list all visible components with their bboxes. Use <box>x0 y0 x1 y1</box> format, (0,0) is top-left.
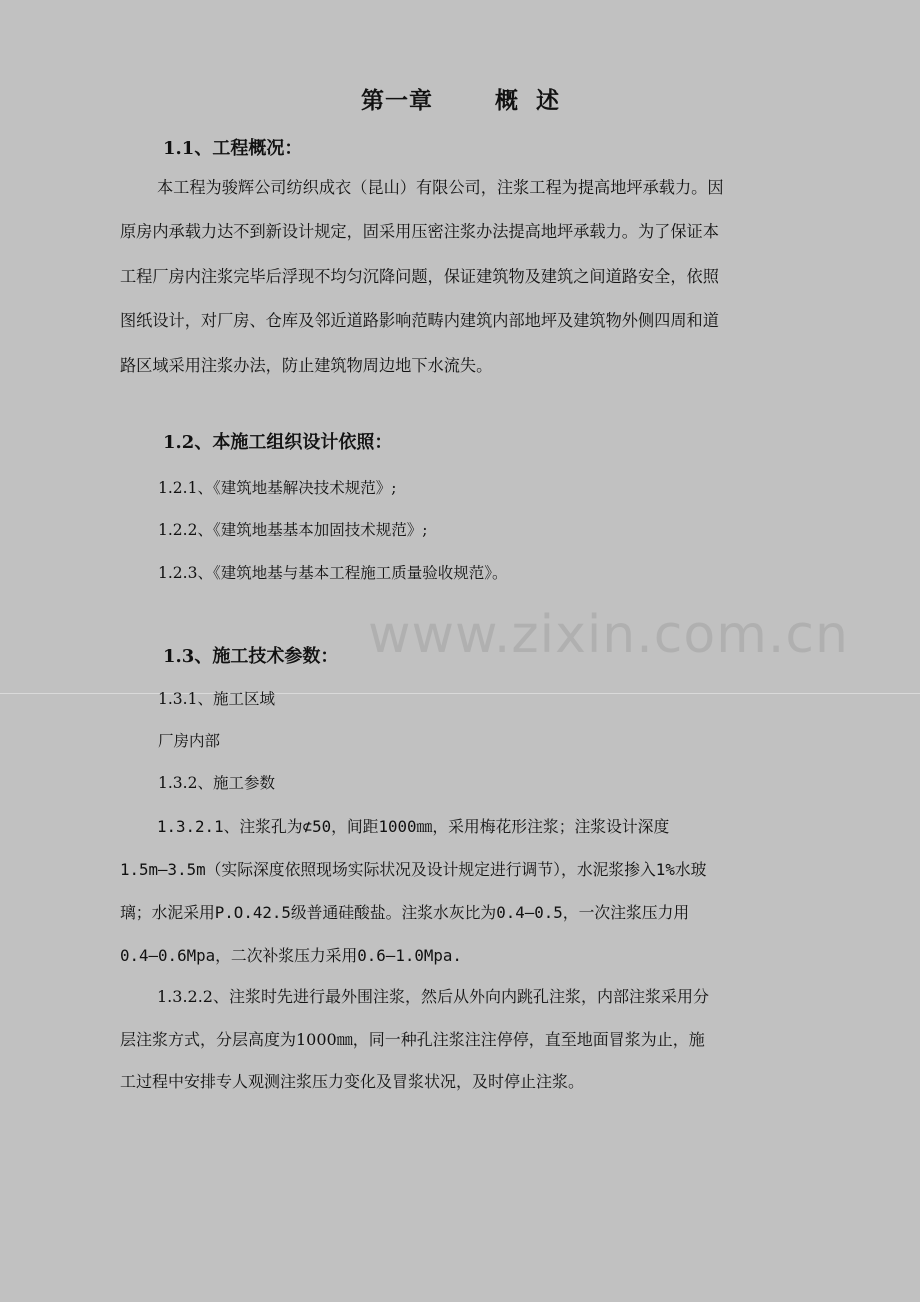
paragraph-line: 本工程为骏辉公司纺织成衣（昆山）有限公司，注浆工程为提高地坪承载力。因 <box>157 178 724 197</box>
paragraph-line: 层注浆方式，分层高度为1000㎜，同一种孔注浆注注停停，直至地面冒浆为止，施 <box>120 1029 705 1049</box>
paragraph-line: 1.5m—3.5m（实际深度依照现场实际状况及设计规定进行调节），水泥浆掺入1%水玻 <box>120 860 707 879</box>
paragraph-line: 1.3.2.2、注浆时先进行最外围注浆，然后从外向内跳孔注浆，内部注浆采用分 <box>157 987 709 1006</box>
chapter-number: 第一章 <box>361 88 433 114</box>
paragraph-line: 1.3.2.1、注浆孔为⊄50，间距1000㎜，采用梅花形注浆；注浆设计深度 <box>157 817 670 836</box>
section-heading-1-2: 1.2、本施工组织设计依照： <box>163 432 393 453</box>
subsection-text: 厂房内部 <box>158 732 221 750</box>
reference-item: 1.2.3、《建筑地基与基本工程施工质量验收规范》。 <box>158 564 508 582</box>
paragraph-line: 图纸设计，对厂房、仓库及邻近道路影响范畴内建筑内部地坪及建筑物外侧四周和道 <box>120 311 719 331</box>
paragraph-line: 工程厂房内注浆完毕后浮现不均匀沉降问题，保证建筑物及建筑之间道路安全，依照 <box>120 266 719 286</box>
divider <box>0 693 920 694</box>
paragraph-line: 工过程中安排专人观测注浆压力变化及冒浆状况，及时停止注浆。 <box>120 1072 585 1091</box>
reference-item: 1.2.1、《建筑地基解决技术规范》; <box>158 479 397 497</box>
section-heading-1-1: 1.1、工程概况： <box>163 138 303 159</box>
watermark: www.zixin.com.cn <box>368 605 849 665</box>
section-1-1-paragraph <box>120 166 800 388</box>
subsection-label: 1.3.2、施工参数 <box>158 774 275 792</box>
subsection-label: 1.3.1、施工区域 <box>158 690 275 708</box>
paragraph-line: 0.4—0.6Mpa，二次补浆压力采用0.6—1.0Mpa. <box>120 946 462 965</box>
chapter-title <box>0 82 920 115</box>
paragraph-line: 璃；水泥采用P.O.42.5级普通硅酸盐。注浆水灰比为0.4—0.5，一次注浆压力用 <box>120 903 690 922</box>
chapter-name: 概述 <box>495 88 577 114</box>
paragraph-line: 路区域采用注浆办法，防止建筑物周边地下水流失。 <box>120 355 493 375</box>
paragraph-line: 原房内承载力达不到新设计规定，固采用压密注浆办法提高地坪承载力。为了保证本 <box>120 222 719 242</box>
parameter-paragraph-2 <box>120 976 800 1104</box>
parameter-paragraph-1 <box>120 805 800 977</box>
section-heading-1-3: 1.3、施工技术参数： <box>163 646 339 667</box>
reference-item: 1.2.2、《建筑地基基本加固技术规范》; <box>158 521 428 539</box>
